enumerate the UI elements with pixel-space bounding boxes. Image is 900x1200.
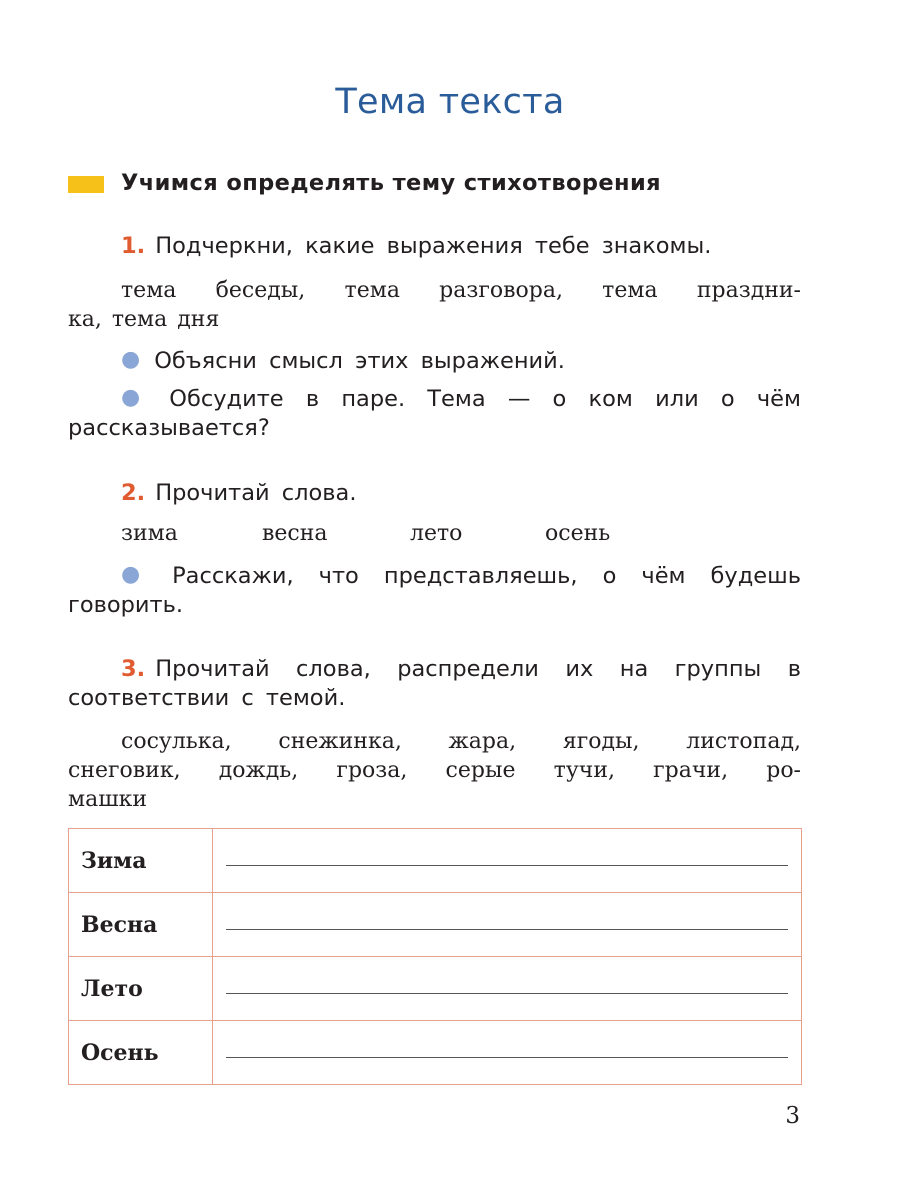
table-row xyxy=(69,1021,802,1085)
task1-bullet2-line1 xyxy=(68,385,801,414)
answer-cell[interactable] xyxy=(213,829,802,893)
task3-words-line3: машки xyxy=(68,787,148,812)
task1-number: 1. xyxy=(121,233,146,259)
answer-cell[interactable] xyxy=(213,893,802,957)
table-row xyxy=(69,957,802,1021)
answer-line xyxy=(226,993,788,994)
row-label: Лето xyxy=(69,957,213,1021)
task3-text: Прочитай слова, распредели их на группы в xyxy=(155,656,801,682)
season-table xyxy=(68,828,802,1085)
task2-bullet-text: Расскажи, что представляешь, о чём будешь xyxy=(172,563,801,589)
row-label: Весна xyxy=(69,893,213,957)
task2-instruction xyxy=(68,479,801,508)
task2-bullet-line2: говорить. xyxy=(68,592,184,618)
bullet-dot: ● xyxy=(121,562,159,587)
row-label: Осень xyxy=(69,1021,213,1085)
bullet-dot: ● xyxy=(121,385,156,410)
section-marker xyxy=(68,176,104,193)
page-title: Тема текста xyxy=(335,82,565,122)
bullet-dot: ● xyxy=(121,347,141,372)
answer-cell[interactable] xyxy=(213,1021,802,1085)
season-word: весна xyxy=(262,521,328,546)
season-word: зима xyxy=(121,521,178,546)
row-label: Зима xyxy=(69,829,213,893)
task1-instruction xyxy=(68,232,801,261)
task1-bullet1-text: Объясни смысл этих выражений. xyxy=(154,348,565,374)
table-row xyxy=(69,893,802,957)
task1-text: Подчеркни, какие выражения тебе знакомы. xyxy=(155,233,712,259)
task1-expressions-line1: тема беседы, тема разговора, тема праздни- xyxy=(121,278,801,303)
task2-number: 2. xyxy=(121,480,146,506)
page-number: 3 xyxy=(785,1103,800,1129)
answer-line xyxy=(226,865,788,866)
task3-words-line2: снеговик, дождь, гроза, серые тучи, грачи, ро- xyxy=(68,758,801,783)
task1-bullet2-line2: рассказывается? xyxy=(68,415,270,441)
answer-line xyxy=(226,929,788,930)
answer-cell[interactable] xyxy=(213,957,802,1021)
task1-bullet2-text: Обсудите в паре. Тема — о ком или о чём xyxy=(169,386,801,412)
task3-words-line1: сосулька, снежинка, жара, ягоды, листопад, xyxy=(121,729,801,754)
table-row xyxy=(69,829,802,893)
task3-instruction-line2: соответствии с темой. xyxy=(68,685,346,711)
task2-bullet-line1 xyxy=(68,562,801,591)
season-word: лето xyxy=(410,521,463,546)
task2-text: Прочитай слова. xyxy=(155,480,357,506)
season-word: осень xyxy=(545,521,611,546)
task3-instruction-line1 xyxy=(68,655,801,684)
task3-number: 3. xyxy=(121,656,146,682)
answer-line xyxy=(226,1057,788,1058)
section-title: Учимся определять тему стихотворения xyxy=(121,170,661,196)
task1-expressions-line2: ка, тема дня xyxy=(68,307,220,332)
task1-bullet1 xyxy=(68,347,801,376)
task2-word-list xyxy=(121,521,621,550)
